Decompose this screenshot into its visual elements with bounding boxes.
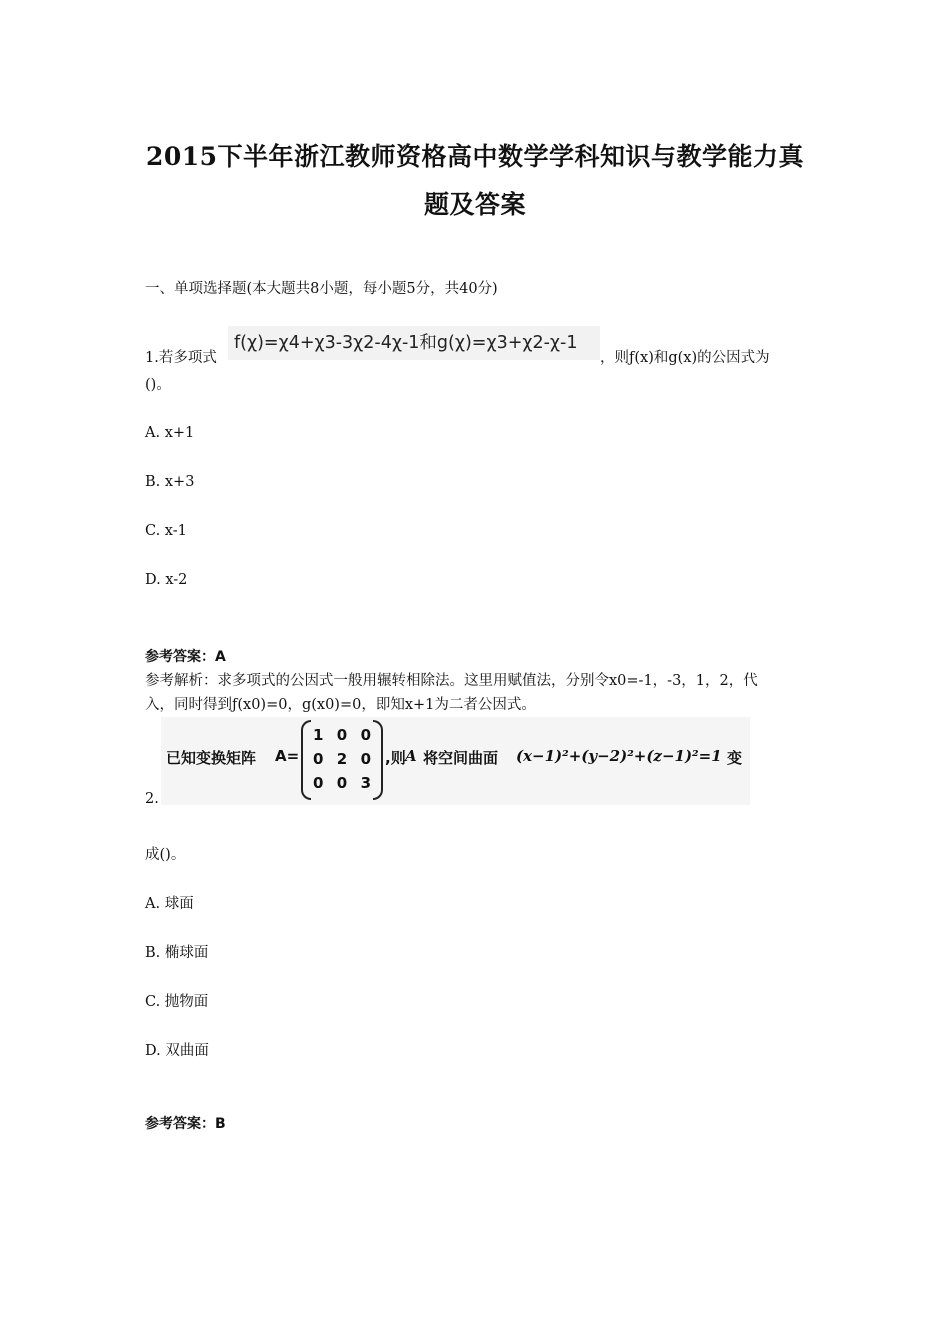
q2-option-d: D. 双曲面 (145, 1043, 209, 1059)
q2-option-a: A. 球面 (145, 896, 194, 912)
q1-option-c: C. x-1 (145, 523, 187, 539)
q2-fig-matrix-name: A= (275, 747, 300, 765)
q2-number: 2. (145, 791, 159, 807)
q1-answer: 参考答案：A (145, 649, 226, 665)
matrix-cell: 2 (336, 750, 348, 768)
q1-analysis-line1: 参考解析：求多项式的公因式一般用辗转相除法。这里用赋值法，分别令x0=-1，-3，1，2，代 (145, 673, 758, 689)
q2-fig-label-mid: ,则 (385, 749, 406, 767)
matrix-right-bracket (373, 720, 383, 800)
q2-matrix (301, 720, 383, 800)
q2-fig-label-mid2: 将空间曲面 (423, 749, 499, 767)
matrix-row (313, 774, 371, 792)
matrix-cell: 0 (336, 774, 348, 792)
matrix-cell: 3 (360, 774, 371, 792)
q2-fig-label-left: 已知变换矩阵 (166, 749, 257, 767)
q1-formula-image (228, 326, 600, 360)
q1-line2: ()。 (145, 377, 171, 393)
matrix-row (313, 750, 371, 768)
document-title-line1: 2015下半年浙江教师资格高中数学学科知识与教学能力真 (145, 142, 805, 171)
q2-fig-label-a: A (405, 747, 417, 765)
q2-option-c: C. 抛物面 (145, 994, 209, 1010)
q1-analysis-line2: 入，同时得到ƒ(x0)=0，g(x0)=0，即知x+1为二者公因式。 (145, 697, 536, 713)
document-title-line2: 题及答案 (423, 190, 526, 219)
q2-option-b: B. 椭球面 (145, 945, 209, 961)
matrix-cell: 0 (360, 750, 371, 768)
q1-option-a: A. x+1 (145, 425, 195, 441)
q1-option-d: D. x-2 (145, 572, 188, 588)
matrix-cell: 0 (336, 726, 348, 744)
matrix-cell: 0 (360, 726, 371, 744)
q2-figure-image (161, 717, 750, 805)
matrix-cell: 0 (313, 774, 324, 792)
q2-fig-equation: (x−1)²+(y−2)²+(z−1)²=1 (516, 747, 722, 765)
q2-line2: 成()。 (145, 847, 186, 863)
q1-option-b: B. x+3 (145, 474, 195, 490)
matrix-cell: 0 (313, 750, 324, 768)
section-heading: 一、单项选择题(本大题共8小题，每小题5分，共40分) (145, 281, 498, 297)
q1-suffix: ，则ƒ(x)和g(x)的公因式为 (600, 350, 770, 366)
matrix-cell: 1 (313, 726, 324, 744)
q2-answer: 参考答案：B (145, 1116, 226, 1132)
matrix-left-bracket (301, 720, 311, 800)
matrix-row (313, 726, 371, 744)
q1-formula-text: f(χ)=χ4+χ3-3χ2-4χ-1和g(χ)=χ3+χ2-χ-1 (234, 333, 578, 353)
q2-fig-label-right: 变 (727, 749, 743, 767)
q1-prefix: 1.若多项式 (145, 350, 217, 366)
